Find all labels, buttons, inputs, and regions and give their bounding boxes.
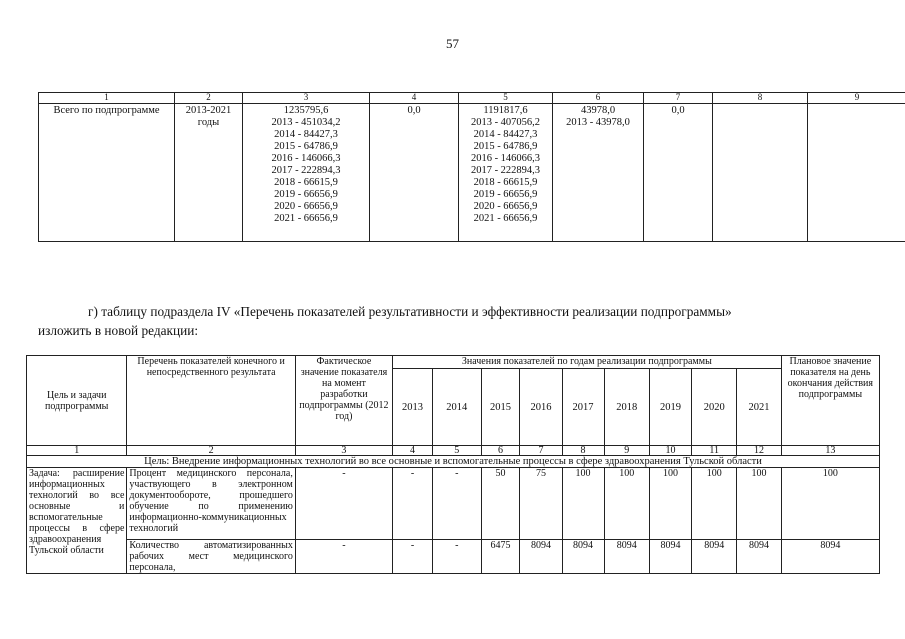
page-number: 57 [446, 36, 459, 51]
amendment-line-2: изложить в новой редакции: [38, 323, 199, 338]
year-value: 8094 [737, 540, 781, 574]
column-number: 6 [481, 446, 520, 456]
funding-line: 2014 - 84427,3 [473, 129, 538, 140]
indicators-header-top [27, 356, 880, 369]
year-header: 2018 [604, 369, 649, 446]
year-value: 100 [604, 468, 649, 540]
funding-line: 2021 - 66656,9 [274, 213, 338, 224]
actual-value: - [295, 468, 392, 540]
federal-funding-cell: 0,0 [370, 104, 459, 242]
budget-col-header: 9 [808, 93, 905, 104]
funding-line: 2013 - 43978,0 [566, 117, 630, 128]
empty-cell [713, 104, 808, 242]
task-text: Задача: расширение информационных технологий во все основные и вспомогательные процессы в сфере здравоохранения Тульской области [27, 468, 127, 574]
budget-total-row [39, 104, 905, 242]
funding-line: 2013 - 407056,2 [470, 117, 541, 128]
year-value: 100 [737, 468, 781, 540]
funding-line: 2020 - 66656,9 [274, 201, 338, 212]
budget-col-header: 8 [713, 93, 808, 104]
period-cell: 2013-2021 годы [175, 104, 243, 242]
indicator-row [27, 540, 880, 574]
year-header: 2013 [393, 369, 433, 446]
year-value: 75 [520, 468, 562, 540]
planned-value: 100 [781, 468, 879, 540]
funding-line: 43978,0 [580, 105, 616, 116]
budget-col-header: 7 [644, 93, 713, 104]
header-indicator-list: Перечень показателей конечного и непосредственного результата [127, 356, 295, 446]
budget-col-header: 2 [175, 93, 243, 104]
extra-funding-cell: 0,0 [644, 104, 713, 242]
year-value: - [393, 468, 433, 540]
year-value: 100 [649, 468, 691, 540]
funding-line: 2018 - 66615,9 [473, 177, 538, 188]
year-header: 2015 [481, 369, 520, 446]
column-number: 3 [295, 446, 392, 456]
budget-col-header: 6 [553, 93, 644, 104]
year-value: 8094 [604, 540, 649, 574]
funding-line: 2016 - 146066,3 [470, 153, 541, 164]
funding-line: 2019 - 66656,9 [473, 189, 538, 200]
budget-table [38, 92, 905, 242]
year-value: 6475 [481, 540, 520, 574]
empty-cell [808, 104, 905, 242]
funding-line: 2017 - 222894,3 [470, 165, 541, 176]
actual-value: - [295, 540, 392, 574]
year-value: - [432, 540, 481, 574]
funding-line: 2018 - 66615,9 [274, 177, 338, 188]
column-number: 13 [781, 446, 879, 456]
planned-value: 8094 [781, 540, 879, 574]
funding-line: 2020 - 66656,9 [473, 201, 538, 212]
column-number: 5 [432, 446, 481, 456]
goal-row [27, 456, 880, 468]
funding-line: 2015 - 64786,9 [274, 141, 338, 152]
header-yearly-values: Значения показателей по годам реализации подпрограммы [393, 356, 782, 369]
year-header: 2021 [737, 369, 781, 446]
amendment-line-1: г) таблицу подраздела IV «Перечень показателей результативности и эффективности реализации подпрограммы» [88, 304, 732, 319]
indicator-name: Процент медицинского персонала, участвующего в электронном документообороте, прошедшего обучение по применению информационно-коммуникационных технологий [127, 468, 295, 540]
funding-line: 2013 - 451034,2 [271, 117, 341, 128]
total-label: Всего по подпрограмме [39, 104, 175, 242]
column-number: 10 [649, 446, 691, 456]
column-number: 8 [562, 446, 604, 456]
indicators-table [26, 355, 880, 574]
year-value: - [432, 468, 481, 540]
year-value: 8094 [692, 540, 737, 574]
year-value: - [393, 540, 433, 574]
budget-col-header: 1 [39, 93, 175, 104]
year-header: 2020 [692, 369, 737, 446]
budget-col-header: 5 [459, 93, 553, 104]
header-planned-value: Плановое значение показателя на день окончания действия подпрограммы [781, 356, 879, 446]
year-header: 2014 [432, 369, 481, 446]
column-number: 11 [692, 446, 737, 456]
year-value: 8094 [649, 540, 691, 574]
header-goals: Цель и задачи подпрограммы [27, 356, 127, 446]
year-value: 100 [692, 468, 737, 540]
funding-line: 1191817,6 [483, 105, 528, 116]
budget-col-header: 4 [370, 93, 459, 104]
total-funding-cell [243, 104, 370, 242]
column-number: 2 [127, 446, 295, 456]
funding-line: 2019 - 66656,9 [274, 189, 338, 200]
indicator-row [27, 468, 880, 540]
budget-table-header-row [39, 93, 905, 104]
funding-line: 2014 - 84427,3 [274, 129, 338, 140]
regional-funding-cell [459, 104, 553, 242]
column-number: 4 [393, 446, 433, 456]
indicator-name: Количество автоматизированных рабочих мест медицинского персонала, [127, 540, 295, 574]
year-header: 2016 [520, 369, 562, 446]
header-actual-value: Фактическое значение показателя на момент разработки подпрограммы (2012 год) [295, 356, 392, 446]
year-value: 8094 [520, 540, 562, 574]
year-header: 2019 [649, 369, 691, 446]
funding-line: 2016 - 146066,3 [271, 153, 341, 164]
year-value: 100 [562, 468, 604, 540]
budget-col-header: 3 [243, 93, 370, 104]
column-number: 1 [27, 446, 127, 456]
column-number: 7 [520, 446, 562, 456]
year-value: 50 [481, 468, 520, 540]
column-numbers-row [27, 446, 880, 456]
column-number: 12 [737, 446, 781, 456]
year-value: 8094 [562, 540, 604, 574]
amendment-paragraph [38, 302, 856, 340]
year-header: 2017 [562, 369, 604, 446]
municipal-funding-cell [553, 104, 644, 242]
goal-text: Цель: Внедрение информационных технологий во все основные и вспомогательные процессы в сфере здравоохранения Тульской области [27, 456, 880, 468]
funding-line: 2015 - 64786,9 [473, 141, 538, 152]
funding-line: 2021 - 66656,9 [473, 213, 538, 224]
funding-line: 2017 - 222894,3 [271, 165, 341, 176]
column-number: 9 [604, 446, 649, 456]
funding-line: 1235795,6 [283, 105, 329, 116]
